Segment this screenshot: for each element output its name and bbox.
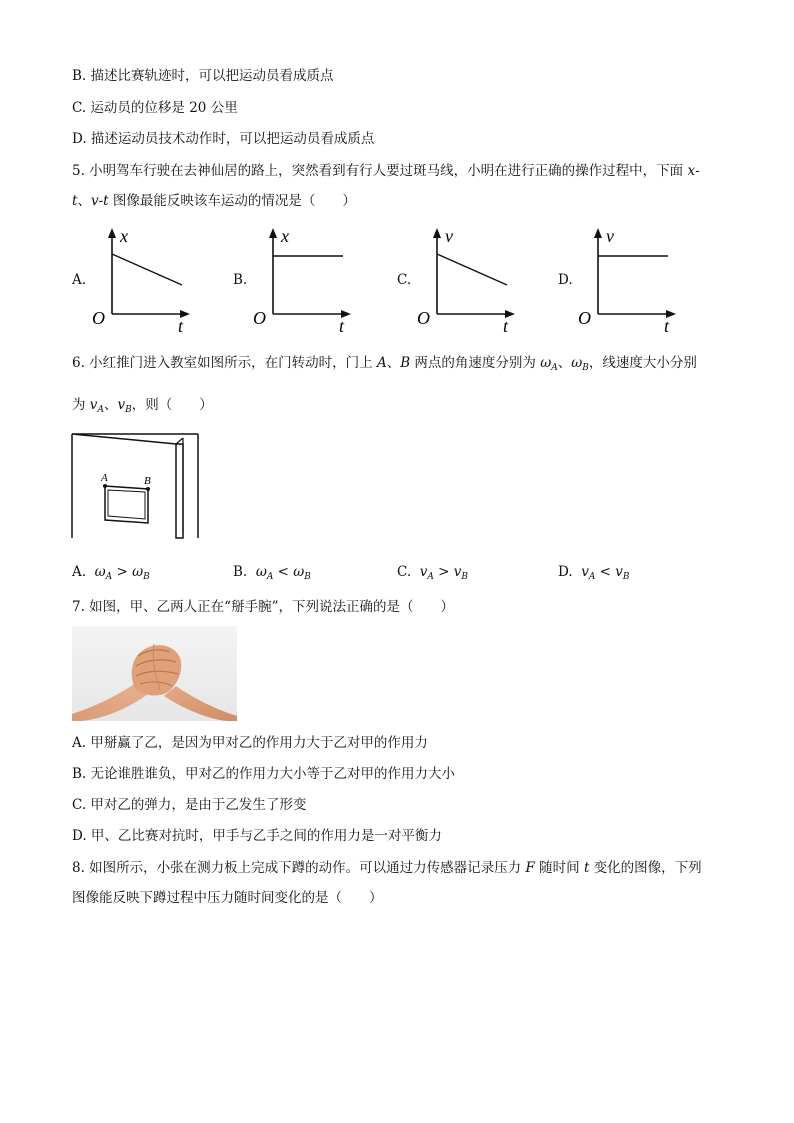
q7-option-c: C. 甲对乙的弹力，是由于乙发生了形变 [72,797,307,813]
graph-line [437,254,507,285]
q7-option-b: B. 无论谁胜谁负，甲对乙的作用力大小等于乙对甲的作用力大小 [72,766,456,782]
door-figure [68,430,204,542]
x-axis-label: t [503,316,509,336]
q8-stem-line2: 图像能反映下蹲过程中压力随时间变化的是（ ） [72,890,383,906]
q6-option-d: D. $v_A < v_B$ [558,564,630,582]
y-axis-arrow [433,228,441,238]
q5-graph-b [251,222,361,337]
q8-stem-line1: 8. 如图所示，小张在测力板上完成下蹲的动作。可以通过力传感器记录压力 F 随时间 t 变化的图像，下列 [72,860,702,876]
q5-option-label: D. [558,272,573,288]
q7-option-d: D. 甲、乙比赛对抗时，甲手与乙手之间的作用力是一对平衡力 [72,828,442,844]
q6-stem-line2: 为 $v_A$、$v_B$，则（ ） [72,397,213,415]
q5-option-label: B. [233,272,248,288]
x-axis-label: t [339,316,345,336]
y-axis-arrow [594,228,602,238]
y-axis-label: v [606,226,614,246]
q5-graph-d [576,222,686,337]
q6-stem-line1: 6. 小红推门进入教室如图所示，在门转动时，门上 A、B 两点的角速度分别为 $\omega_A$、$\omega_B$，线速度大小分别 [72,355,697,373]
y-axis-arrow [269,228,277,238]
q7-option-a: A. 甲掰赢了乙，是因为甲对乙的作用力大于乙对甲的作用力 [72,735,428,751]
y-axis-label: x [281,226,289,246]
q5-stem-line2: t、v-t 图像最能反映该车运动的情况是（ ） [72,193,356,209]
x-axis-label: t [664,316,670,336]
q5-option-label: A. [72,272,87,288]
x-axis-label: t [178,316,184,336]
point-a [103,484,107,488]
q5-graph-c [415,222,525,337]
q6-option-a: A. $\omega_A > \omega_B$ [72,564,150,582]
y-axis-label: x [120,226,128,246]
y-axis-arrow [108,228,116,238]
q4-option-d: D. 描述运动员技术动作时，可以把运动员看成质点 [72,131,375,147]
door-panel [72,434,183,538]
origin-label: O [92,308,105,328]
point-b-label: B [144,475,151,487]
arm-wrestling-photo [72,626,237,721]
point-a-label: A [101,472,108,484]
graph-line [112,254,182,285]
q6-option-c: C. $v_A > v_B$ [397,564,469,582]
point-b [146,487,150,491]
y-axis-label: v [445,226,453,246]
q5-option-label: C. [397,272,412,288]
origin-label: O [417,308,430,328]
origin-label: O [253,308,266,328]
q4-option-c: C. 运动员的位移是 20 公里 [72,100,238,116]
q5-graph-a [90,222,200,337]
q5-stem-line1: 5. 小明驾车行驶在去神仙居的路上，突然看到有行人要过斑马线，小明在进行正确的操作过程中，下面 x- [72,163,700,179]
q7-stem: 7. 如图，甲、乙两人正在“掰手腕”，下列说法正确的是（ ） [72,599,454,615]
origin-label: O [578,308,591,328]
q6-option-b: B. $\omega_A < \omega_B$ [233,564,311,582]
q4-option-b: B. 描述比赛轨迹时，可以把运动员看成质点 [72,68,334,84]
